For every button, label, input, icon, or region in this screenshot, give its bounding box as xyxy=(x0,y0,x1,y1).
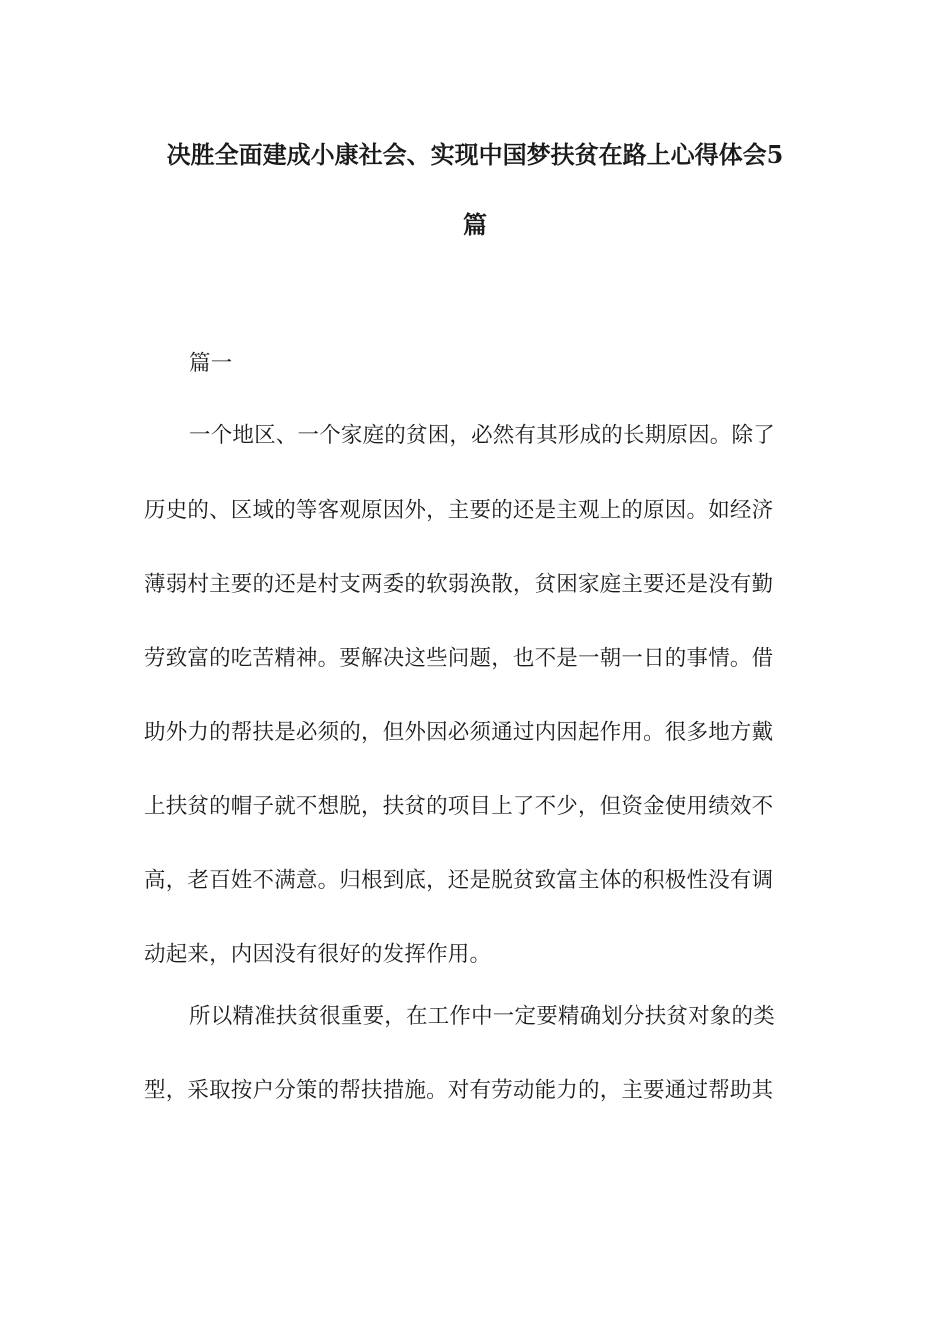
paragraph-line: 高，老百姓不满意。归根到底，还是脱贫致富主体的积极性没有调 xyxy=(144,868,774,893)
paragraph-line: 所以精准扶贫很重要，在工作中一定要精确划分扶贫对象的类 xyxy=(189,1004,775,1029)
paragraph-line: 劳致富的吃苦精神。要解决这些问题，也不是一朝一日的事情。借 xyxy=(144,646,774,671)
document-title-line-2: 篇 xyxy=(463,210,487,239)
paragraph-line: 动起来，内因没有很好的发挥作用。 xyxy=(144,942,492,967)
paragraph-line: 上扶贫的帽子就不想脱，扶贫的项目上了不少，但资金使用绩效不 xyxy=(144,794,774,819)
document-title-line-1: 决胜全面建成小康社会、实现中国梦扶贫在路上心得体会5 xyxy=(166,140,784,169)
paragraph-line: 助外力的帮扶是必须的，但外因必须通过内因起作用。很多地方戴 xyxy=(144,720,774,745)
paragraph-line: 型，采取按户分策的帮扶措施。对有劳动能力的，主要通过帮助其 xyxy=(144,1078,774,1103)
paragraph-line: 一个地区、一个家庭的贫困，必然有其形成的长期原因。除了 xyxy=(189,423,775,448)
section-heading: 篇一 xyxy=(189,351,233,376)
paragraph-line: 薄弱村主要的还是村支两委的软弱涣散，贫困家庭主要还是没有勤 xyxy=(144,572,774,597)
paragraph-line: 历史的、区域的等客观原因外，主要的还是主观上的原因。如经济 xyxy=(144,498,774,523)
